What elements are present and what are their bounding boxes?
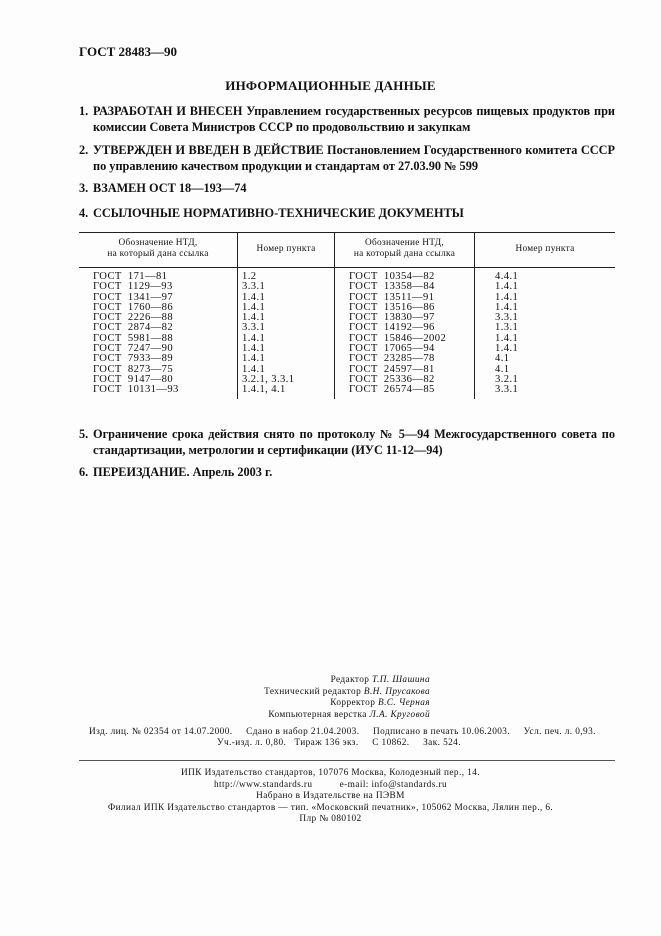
item-lead: УТВЕРЖДЕН И ВВЕДЕН В ДЕЙСТВИЕ (93, 143, 324, 157)
item-text: Апрель 2003 г. (189, 465, 273, 479)
publisher-line: Набрано в Издательстве на ПЭВМ (256, 791, 405, 801)
point-cell: 1.4.1 (238, 303, 335, 313)
gost-cell: ГОСТ 10131—93 (79, 385, 238, 398)
publisher-line: Плр № 080102 (299, 814, 362, 824)
publication-info-line-1: Изд. лиц. № 02354 от 14.07.2000. Сдано в набор 21.04.2003. Подписано в печать 10.06.2003. Усл. печ. л. 0,93. (89, 727, 596, 737)
gost-cell: ГОСТ 9147—80 (79, 375, 238, 385)
point-cell: 4.4.1 (495, 271, 519, 282)
gost-cell: ГОСТ 14192—96 (335, 323, 475, 333)
point-cell: 3.3.1 (495, 384, 519, 396)
gost-cell: ГОСТ 13358—84 (335, 282, 475, 292)
gost-cell: ГОСТ 25336—82 (335, 375, 475, 385)
designation-header-a: Обозначение НТД, на который дана ссылка (79, 233, 238, 268)
point-cell: 1.4.1 (238, 365, 335, 375)
item-text: Постановлением Государственного комитета СССР по управлению качеством продукции и стандартам от 27.03.90 № 599 (93, 143, 615, 173)
corrector-line: Корректор В.С. Черная (330, 698, 430, 708)
item-number: 2. (79, 143, 89, 157)
publisher-line: ИПК Издательство стандартов, 107076 Москва, Колодезный пер., 14. (181, 768, 480, 778)
item-number: 1. (79, 104, 89, 118)
editors-block (0, 675, 661, 721)
point-cell: 1.4.1, 4.1 (238, 385, 335, 398)
point-cell: 3.3.1 (238, 282, 335, 292)
point-cell: 4.1 (495, 353, 510, 365)
divider (79, 760, 615, 761)
info-item-5 (79, 427, 615, 458)
gost-cell: ГОСТ 2226—88 (79, 313, 238, 323)
table-row (79, 268, 615, 283)
gost-cell: ГОСТ 7247—90 (79, 344, 238, 354)
item-number: 6. (79, 465, 89, 479)
item-text: Ограничение срока действия снято по протоколу № 5—94 Межгосударственного совета по стандартизации, метрологии и сертификации (ИУС 11-12—94) (93, 427, 615, 457)
item-lead: ПЕРЕИЗДАНИЕ. (93, 465, 190, 479)
point-cell: 1.4.1 (238, 313, 335, 323)
info-item-4 (79, 206, 615, 222)
point-cell: 1.4.1 (495, 281, 519, 293)
tech-editor-line: Технический редактор В.Н. Прусакова (264, 686, 430, 697)
point-header-a: Номер пункта (238, 233, 335, 268)
publisher-web-line: http://www.standards.ru e-mail: info@standards.ru (213, 779, 448, 790)
point-header-b: Номер пункта (475, 233, 616, 268)
gost-cell: ГОСТ 17065—94 (335, 344, 475, 354)
publication-info-line-2: Уч.-изд. л. 0,80. Тираж 136 экз. С 10862. Зак. 524. (217, 738, 461, 748)
point-cell: 1.4.1 (495, 301, 519, 313)
item-lead: РАЗРАБОТАН И ВНЕСЕН (93, 104, 243, 118)
gost-cell: ГОСТ 1341—97 (79, 293, 238, 303)
point-cell: 3.3.1 (238, 323, 335, 333)
gost-cell: ГОСТ 10354—82 (335, 268, 475, 283)
point-cell: 1.4.1 (495, 291, 519, 303)
item-lead: ВЗАМЕН ОСТ 18—193—74 (93, 181, 247, 195)
point-cell: 1.4.1 (238, 354, 335, 364)
info-item-3 (79, 181, 615, 197)
reference-documents-table (79, 232, 615, 399)
item-number: 3. (79, 181, 89, 195)
gost-cell: ГОСТ 13516—86 (335, 303, 475, 313)
gost-cell: ГОСТ 13511—91 (335, 293, 475, 303)
gost-cell: ГОСТ 26574—85 (335, 385, 475, 398)
editor-line: Редактор Т.П. Шашина (330, 675, 430, 685)
item-text: Управлением государственных ресурсов пищевых продуктов при комиссии Совета Министров СССР по продовольствию и закупкам (93, 104, 616, 134)
gost-cell: ГОСТ 23285—78 (335, 354, 475, 364)
gost-cell: ГОСТ 171—81 (79, 268, 238, 283)
point-cell: 1.4.1 (495, 332, 519, 344)
gost-cell: ГОСТ 7933—89 (79, 354, 238, 364)
gost-cell: ГОСТ 8273—75 (79, 365, 238, 375)
gost-cell: ГОСТ 1129—93 (79, 282, 238, 292)
point-cell: 1.3.1 (495, 322, 519, 334)
point-cell: 4.1 (495, 363, 510, 375)
item-number: 4. (79, 206, 89, 220)
gost-cell: ГОСТ 1760—86 (79, 303, 238, 313)
point-cell: 3.2.1 (495, 373, 519, 385)
gost-cell: ГОСТ 5981—88 (79, 334, 238, 344)
gost-cell: ГОСТ 24597—81 (335, 365, 475, 375)
table-row (79, 385, 615, 398)
page-title: ИНФОРМАЦИОННЫЕ ДАННЫЕ (225, 78, 436, 93)
point-cell: 3.2.1, 3.3.1 (238, 375, 335, 385)
point-cell: 1.4.1 (238, 293, 335, 303)
item-number: 5. (79, 427, 89, 441)
document-header: ГОСТ 28483—90 (79, 44, 178, 59)
point-cell: 1.2 (238, 268, 335, 283)
item-lead: ССЫЛОЧНЫЕ НОРМАТИВНО-ТЕХНИЧЕСКИЕ ДОКУМЕНТЫ (93, 206, 464, 220)
point-cell: 1.4.1 (495, 343, 519, 355)
publisher-line: Филиал ИПК Издательство стандартов — тип. «Московский печатник», 105062 Москва, Лялин пер., 6. (107, 802, 554, 813)
designation-header-b: Обозначение НТД, на который дана ссылка (335, 233, 475, 268)
layout-line: Компьютерная верстка Л.А. Круговой (268, 709, 430, 720)
publisher-block (0, 768, 661, 826)
point-cell: 3.3.1 (495, 312, 519, 324)
point-cell: 1.4.1 (238, 334, 335, 344)
info-item-2 (79, 143, 615, 174)
gost-cell: ГОСТ 13830—97 (335, 313, 475, 323)
point-cell: 1.4.1 (238, 344, 335, 354)
info-item-1 (79, 104, 615, 135)
gost-cell: ГОСТ 15846—2002 (335, 334, 475, 344)
gost-cell: ГОСТ 2874—82 (79, 323, 238, 333)
info-item-6 (79, 465, 615, 481)
